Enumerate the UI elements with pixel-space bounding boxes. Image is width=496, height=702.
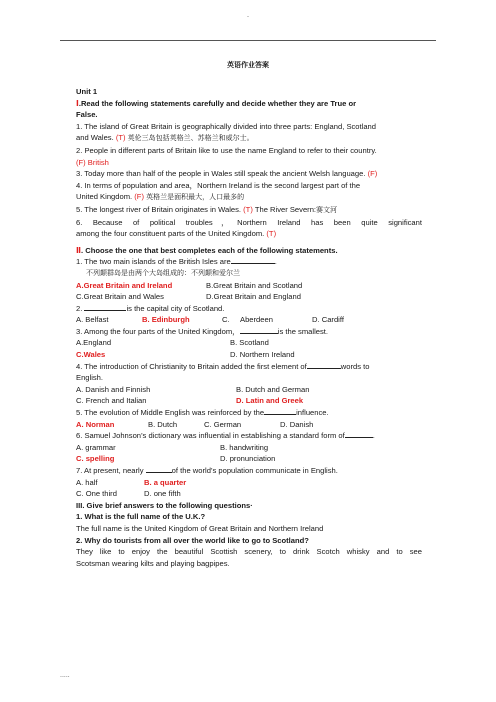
option-6c: C. spelling [76, 454, 115, 464]
question-4-options-cd [76, 395, 422, 407]
option-5a: A. Norman [76, 419, 115, 429]
answer-3: (F) [367, 169, 378, 179]
answer-blank [146, 465, 172, 473]
question-3-end: is the smallest. [277, 326, 329, 336]
option-2b: B. Edinburgh [142, 315, 190, 325]
option-2a: A. Belfast [76, 315, 109, 325]
answer-blank [84, 303, 126, 311]
question-4 [76, 361, 422, 373]
question-5-text: 5. The evolution of Middle English was reinforced by the [76, 408, 265, 418]
option-4b: B. Dutch and German [236, 384, 310, 394]
option-3b: B. Scotland [230, 338, 269, 348]
option-7c: C. One third [76, 489, 117, 499]
question-1-options-ab [76, 280, 422, 292]
question-3-text: 3. Among the four parts of the United Kingdom， [76, 326, 240, 336]
question-1-end: . [274, 257, 277, 267]
section3-heading [76, 500, 422, 512]
short-answer-2-cont: Scotsman wearing kilts and playing bagpipes. [76, 558, 230, 568]
question-7-end: of the world’s population communicate in English. [171, 466, 338, 475]
question-3-options-cd [76, 349, 422, 361]
option-3d: D. Northern Ireland [230, 350, 295, 360]
statement-2: 2. People in different parts of Britain like to use the name England to refer to their country. [76, 145, 377, 155]
statement-3 [76, 168, 422, 180]
question-2 [76, 303, 422, 315]
question-6-options-ab [76, 442, 422, 454]
option-2d: D. Cardiff [312, 315, 344, 325]
short-question-1: 1. What is the full name of the U.K.? [76, 512, 206, 522]
question-4-text: 4. The introduction of Christianity to Britain added the first element of [76, 361, 307, 371]
option-4a: A. Danish and Finnish [76, 384, 151, 394]
statement-3-text: 3. Today more than half of the people in Wales still speak the ancient Welsh language. [76, 169, 366, 179]
answer-blank [240, 326, 278, 334]
answer-blank [307, 361, 341, 369]
section2-heading-text: . Choose the one that best completes each of the following statements. [81, 245, 338, 255]
statement-6-cont [76, 228, 422, 240]
statement-4-text: United Kingdom. [76, 192, 133, 202]
note-5: 赛文河 [316, 205, 338, 214]
question-2-number: 2. [76, 303, 83, 313]
question-6-text: 6. Samuel Johnson’s dictionary was influential in establishing a standard form of [76, 431, 345, 441]
option-1a: A.Great Britain and Ireland [76, 280, 173, 290]
section1-heading-text: .Read the following statements carefully and decide whether they are True or [78, 98, 357, 108]
roman-numeral-2: Ⅱ [76, 245, 82, 255]
question-5 [76, 407, 422, 419]
answer-2: (F) British [76, 157, 109, 167]
question-5-options [76, 419, 422, 431]
statement-6: 6. Because of political troubles，Northern Ireland has been quite significant [76, 217, 422, 227]
answer-5: (T) [243, 204, 253, 214]
question-4-cont: English. [76, 373, 104, 383]
option-6a: A. grammar [76, 442, 116, 452]
option-6b: B. handwriting [220, 442, 269, 452]
answer-6: (T) [266, 229, 277, 239]
option-4d: D. Latin and Greek [236, 396, 304, 406]
statement-4: 4. In terms of population and area，Northern Ireland is the second largest part of the [76, 180, 361, 190]
statement-1: 1. The island of Great Britain is geographically divided into three parts: England, Scotland [76, 121, 376, 131]
question-1-options-cd [76, 291, 422, 303]
footer-mark: ..... [60, 672, 70, 679]
statement-4-cont [76, 191, 422, 204]
option-2c-letter: C. [222, 315, 230, 325]
option-5b: B. Dutch [148, 419, 178, 429]
section1-heading-cont: False. [76, 110, 98, 120]
question-6 [76, 430, 422, 442]
question-2-text: is the capital city of Scotland. [126, 303, 225, 313]
note-1: 英伦三岛包括英格兰、苏格兰和威尔士。 [127, 134, 254, 143]
section3-heading-end: · [250, 500, 253, 510]
question-3-options-ab [76, 337, 422, 349]
note-4: 英格兰是面积最大，人口最多的 [146, 193, 245, 202]
option-3a: A.England [76, 338, 112, 348]
question-1-text: 1. The two main islands of the British Isles are [76, 257, 231, 267]
answer-blank [231, 256, 277, 267]
question-7-text: 7. At present, nearly [76, 466, 144, 475]
short-answer-1: The full name is the United Kingdom of Great Britain and Northern Ireland [76, 523, 324, 533]
section2-heading [76, 245, 422, 257]
short-answer-2: They like to enjoy the beautiful Scottish scenery, to drink Scotch whisky and to see [76, 547, 422, 557]
statement-1-text: and Wales. [76, 133, 114, 143]
question-7-options-cd [76, 488, 422, 500]
section1-heading [76, 98, 422, 110]
answer-blank [264, 407, 296, 415]
statement-5-text: 5. The longest river of Britain originates in Wales. [76, 204, 242, 214]
section3-heading-text: III. Give brief answers to the following questions [76, 500, 251, 510]
statement-5-rest: The River Severn: [254, 204, 317, 214]
statement-1-cont [76, 132, 422, 145]
page-title: 英语作业答案 [227, 62, 269, 69]
option-5d: D. Danish [280, 419, 314, 429]
option-5c: C. German [204, 419, 242, 429]
question-4-mid: words to [340, 361, 370, 371]
document-body [76, 86, 422, 569]
question-7 [76, 465, 422, 477]
statement-5 [76, 204, 422, 217]
roman-numeral-1: Ⅰ [76, 98, 79, 108]
question-2-options [76, 314, 422, 326]
option-7d: D. one fifth [144, 489, 181, 499]
header-mark: - [247, 14, 249, 20]
option-7a: A. half [76, 477, 98, 487]
option-2c: Aberdeen [240, 315, 273, 325]
question-5-end: influence. [296, 408, 329, 418]
option-7b: B. a quarter [144, 477, 187, 487]
question-3 [76, 326, 422, 338]
unit-heading: Unit 1 [76, 87, 98, 96]
answer-blank [345, 430, 375, 441]
question-4-options-ab [76, 384, 422, 396]
header-rule [60, 40, 436, 41]
question-6-end: . [372, 431, 375, 441]
option-6d: D. pronunciation [220, 454, 276, 464]
question-1 [76, 256, 422, 268]
answer-1: (T) [115, 133, 126, 143]
short-question-2: 2. Why do tourists from all over the world like to go to Scotland? [76, 535, 309, 545]
question-6-options-cd [76, 453, 422, 465]
option-4c: C. French and Italian [76, 396, 147, 406]
question-1-note: 不列颠群岛是由两个大岛组成的：不列颠和爱尔兰 [86, 268, 240, 277]
statement-6-text: among the four constituent parts of the United Kingdom. [76, 229, 265, 239]
option-1d: D.Great Britain and England [206, 292, 301, 302]
answer-4: (F) [134, 192, 144, 202]
option-3c: C.Wales [76, 350, 106, 360]
option-1b: B.Great Britain and Scotland [206, 280, 303, 290]
question-7-options-ab [76, 477, 422, 489]
option-1c: C.Great Britain and Wales [76, 292, 164, 302]
